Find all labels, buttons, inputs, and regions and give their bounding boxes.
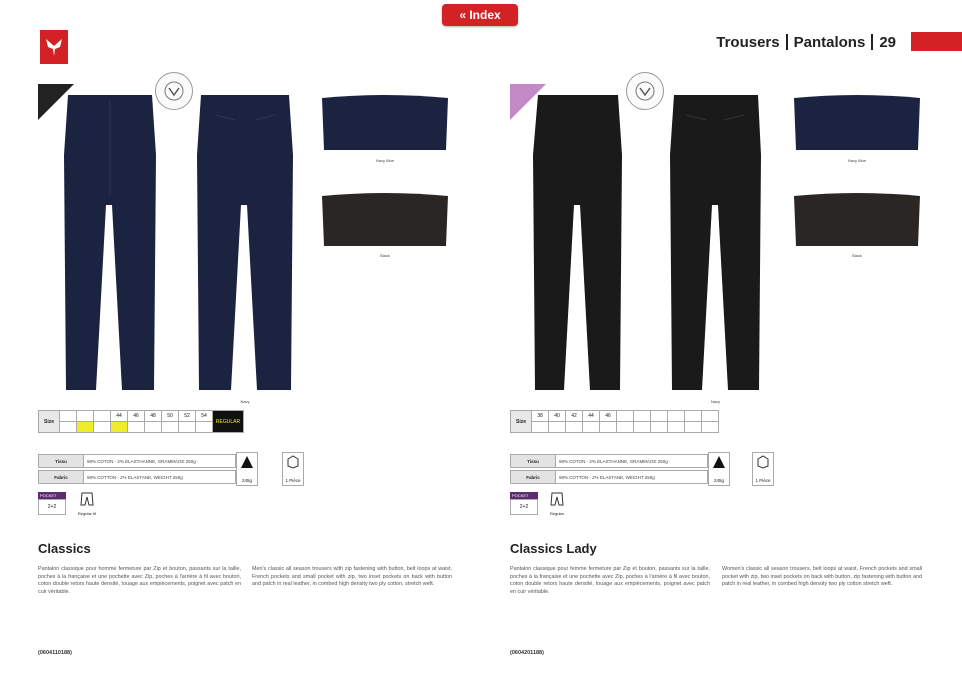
size-cell: 42 [566,411,583,422]
size-header-cell: Size [511,411,532,433]
swatch-caption: Navy Blue [847,158,867,163]
product-description-en: Men's classic all season trousers with zip fastening with button, belt loops at waist, French pockets and small pocket with zip, two inset pockets on back with button and patch in real leather, in combed high density two ply cotton, stretch weft. [252,566,452,588]
size-cell [179,422,196,433]
trousers-fit-icon [546,492,568,506]
size-header-cell: Size [39,411,60,433]
certification-seal-icon [626,72,664,110]
size-cell [94,422,111,433]
header-separator [786,34,788,50]
size-cell-highlight [77,422,94,433]
fit-highlight-badge: REGULAR [213,411,244,433]
index-button[interactable]: « Index [442,4,518,26]
product-description-en: Women's classic all season trousers, belt loops at waist, French pockets and small pocket with zip, two inset pockets on back with button, zip fastening with button and patch in real leather, in combed high density two ply cotton stretch weft. [722,566,922,588]
size-cell: 38 [532,411,549,422]
size-cell [668,422,685,433]
size-cell: 40 [549,411,566,422]
size-table [38,410,244,433]
size-cell: 50 [162,411,179,422]
fabric-en-label: Fabric [38,470,84,484]
fabric-label: Tissu [38,454,84,468]
swatch-caption: Black [380,253,390,258]
brand-logo [40,30,68,64]
size-cell: 44 [111,411,128,422]
header-title-fr: Pantalons [793,33,866,51]
fit-info [546,492,568,516]
fit-label: Regular fit [77,511,97,516]
waistband-black-image [794,190,920,246]
fit-label: Regular [549,511,564,516]
fabric-en-value: 98% COTTON - 2% ELASTANE, WEIGHT 250g [84,470,236,484]
pack-label: 1 Pièce [755,478,771,483]
size-cell [162,422,179,433]
trousers-back-image [195,95,295,395]
header-title-en: Trousers [716,33,780,51]
size-cell [702,411,719,422]
trousers-front-image [530,95,625,395]
pocket-info [38,492,66,515]
pack-box [282,452,304,486]
weight-box [708,452,730,486]
size-cell: 46 [600,411,617,422]
weight-box [236,452,258,486]
weight-icon [240,455,254,469]
size-cell: 46 [128,411,145,422]
fabric-info [38,454,236,484]
size-cell [600,422,617,433]
size-cell [583,422,600,433]
size-cell [617,422,634,433]
pocket-badge: POCKET [510,492,538,499]
size-cell [651,411,668,422]
size-cell-highlight [111,422,128,433]
size-cell: 54 [196,411,213,422]
package-icon [756,455,770,469]
certification-seal-icon [155,72,193,110]
size-cell: 48 [145,411,162,422]
size-cell [549,422,566,433]
size-cell [532,422,549,433]
page-number: 29 [879,33,896,51]
product-title: Classics Lady [510,541,597,556]
fabric-value: 98% COTON - 2% ELASTHANNE, GRAMMAGE 250g [84,454,236,468]
size-cell [634,422,651,433]
size-cell [685,411,702,422]
weight-label: 245g [241,478,252,483]
product-caption: Navy [710,399,721,404]
pocket-count: 2+2 [510,499,538,515]
size-cell [145,422,162,433]
product-description-fr: Pantalon classique pour homme fermeture par Zip et bouton, passants sur la taille, poches à la française et une pochette avec Zip, poches à l'arrière à fil avec bouton, coton double retors haute densité, touage aux empiècements, poignet avec patch en cuir véritable. [38,566,241,595]
size-table [510,410,719,433]
pack-box [752,452,774,486]
page-header [716,32,896,52]
trousers-back-image [668,95,763,395]
trousers-fit-icon [76,492,98,506]
product-title: Classics [38,541,91,556]
fabric-en-value: 98% COTTON - 2% ELASTANE, WEIGHT 250g [556,470,708,484]
waistband-navy-image [322,92,448,150]
pack-label: 1 Pièce [285,478,301,483]
size-cell [617,411,634,422]
fabric-info [510,454,708,484]
size-cell [634,411,651,422]
size-cell: 52 [179,411,196,422]
weight-label: 245g [713,478,724,483]
header-separator [871,34,873,50]
size-cell [566,422,583,433]
fit-info [76,492,98,516]
size-cell [128,422,145,433]
waistband-black-image [322,190,448,246]
size-cell: 44 [583,411,600,422]
product-code: (0604201188) [510,650,544,656]
size-cell [685,422,702,433]
size-cell [77,411,94,422]
product-caption: Navy [240,399,250,404]
fabric-value: 98% COTON - 2% ELASTHANNE, GRAMMAGE 250g [556,454,708,468]
fabric-label: Tissu [510,454,556,468]
waistband-navy-image [794,92,920,150]
size-cell [94,411,111,422]
pocket-info [510,492,538,515]
size-cell [668,411,685,422]
product-code: (0604110188) [38,650,72,656]
fabric-en-label: Fabric [510,470,556,484]
trousers-front-image [60,95,160,395]
swatch-caption: Navy Blue [375,158,395,163]
page-tab [911,32,962,51]
size-cell [702,422,719,433]
pocket-count: 2+2 [38,499,66,515]
swatch-caption: Black [852,253,862,258]
size-cell [60,422,77,433]
package-icon [286,455,300,469]
size-cell [651,422,668,433]
weight-icon [712,455,726,469]
pocket-badge: POCKET [38,492,66,499]
size-cell [196,422,213,433]
size-cell [60,411,77,422]
product-description-fr: Pantalon classique pour femme fermeture par Zip et bouton, passants sur la taille, poches à la française et une pochette avec Zip, poches à l'arrière à fil avec bouton, coton double retors haute densité, touage aux empiècements, poignet avec patch en cuir véritable. [510,566,710,595]
